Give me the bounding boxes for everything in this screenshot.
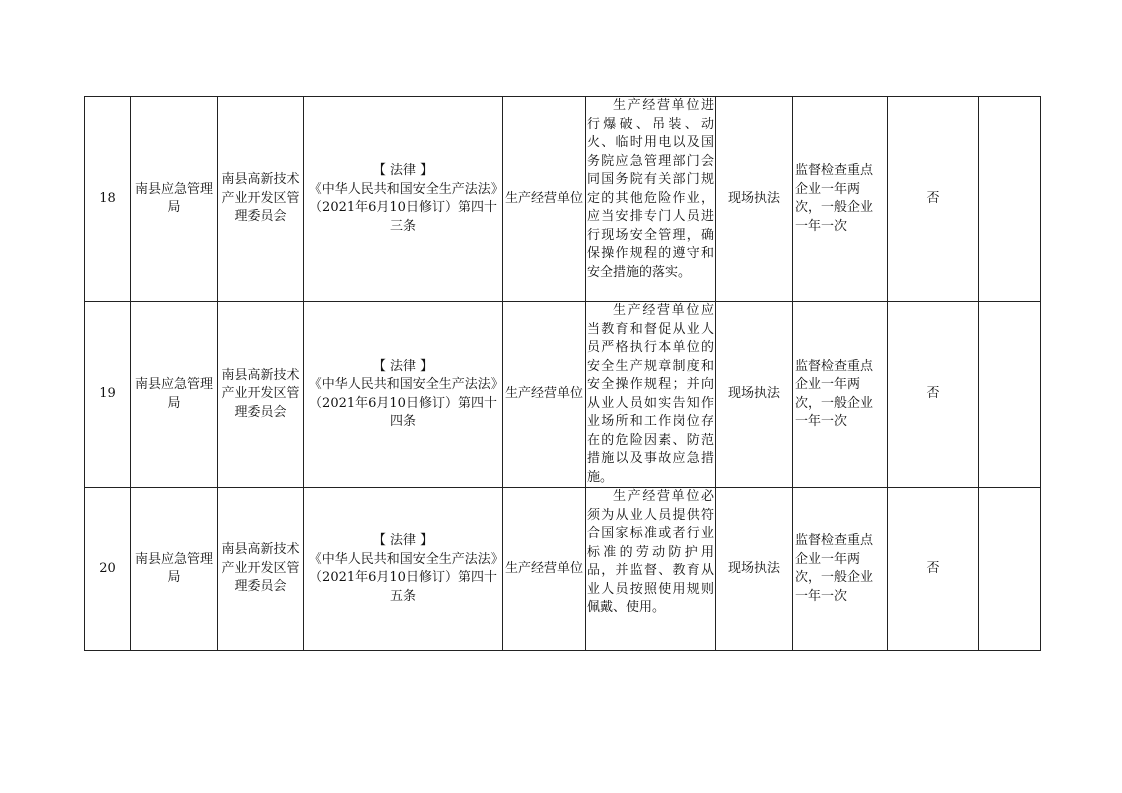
inspection-content-text: 生产经营单位必须为从业人员提供符合国家标准或者行业标准的劳动防护用品，并监督、教育从业人员按照使用规则佩戴、使用。 — [587, 489, 714, 615]
inspection-content-cell — [586, 302, 716, 488]
legal-basis-cell — [304, 302, 503, 488]
item-number-cell: 19 — [85, 302, 131, 488]
zone-cell: 南县高新技术产业开发区管理委员会 — [218, 97, 304, 302]
legal-basis-text: 《中华人民共和国安全生产法法》（2021年6月10日修订）第四十五条 — [308, 551, 498, 604]
inspection-object-cell: 生产经营单位 — [503, 97, 586, 302]
inspection-method-cell: 现场执法 — [716, 302, 793, 488]
remark-cell — [979, 97, 1041, 302]
inspection-method-cell: 现场执法 — [716, 97, 793, 302]
table-row — [85, 97, 1041, 302]
legal-basis-cell — [304, 97, 503, 302]
item-number-cell: 20 — [85, 488, 131, 651]
inspection-content-text: 生产经营单位进行爆破、吊装、动火、临时用电以及国务院应急管理部门会同国务院有关部门规定的其他危险作业，应当安排专门人员进行现场安全管理，确保操作规程的遵守和安全措施的落实。 — [587, 98, 714, 280]
inspection-frequency-cell: 监督检查重点企业一年两次，一般企业一年一次 — [793, 488, 888, 651]
department-cell: 南县应急管理局 — [131, 302, 218, 488]
inspection-method-cell: 现场执法 — [716, 488, 793, 651]
item-number-cell: 18 — [85, 97, 131, 302]
legal-basis-text: 《中华人民共和国安全生产法法》（2021年6月10日修订）第四十四条 — [308, 377, 498, 429]
table-row — [85, 488, 1041, 651]
inspection-content-text: 生产经营单位应当教育和督促从业人员严格执行本单位的安全生产规章制度和安全操作规程；并向从业人员如实告知作业场所和工作岗位存在的危险因素、防范措施以及事故应急措施。 — [587, 303, 714, 485]
zone-cell: 南县高新技术产业开发区管理委员会 — [218, 488, 304, 651]
inspection-items-table — [84, 96, 1041, 651]
legal-basis-tag: 【 法律 】 — [372, 533, 434, 548]
legal-basis-text: 《中华人民共和国安全生产法法》（2021年6月10日修订）第四十三条 — [308, 181, 498, 234]
legal-basis-cell — [304, 488, 503, 651]
inspection-content-cell — [586, 488, 716, 651]
legal-basis-tag: 【 法律 】 — [372, 163, 434, 178]
inspection-frequency-cell: 监督检查重点企业一年两次，一般企业一年一次 — [793, 302, 888, 488]
legal-basis-tag: 【 法律 】 — [372, 358, 434, 374]
remark-cell — [979, 488, 1041, 651]
joint-inspection-cell: 否 — [888, 302, 979, 488]
department-cell: 南县应急管理局 — [131, 488, 218, 651]
joint-inspection-cell: 否 — [888, 488, 979, 651]
inspection-frequency-cell: 监督检查重点企业一年两次，一般企业一年一次 — [793, 97, 888, 302]
table-row — [85, 302, 1041, 488]
inspection-object-cell: 生产经营单位 — [503, 488, 586, 651]
joint-inspection-cell: 否 — [888, 97, 979, 302]
department-cell: 南县应急管理局 — [131, 97, 218, 302]
zone-cell: 南县高新技术产业开发区管理委员会 — [218, 302, 304, 488]
remark-cell — [979, 302, 1041, 488]
inspection-content-cell — [586, 97, 716, 302]
inspection-object-cell: 生产经营单位 — [503, 302, 586, 488]
